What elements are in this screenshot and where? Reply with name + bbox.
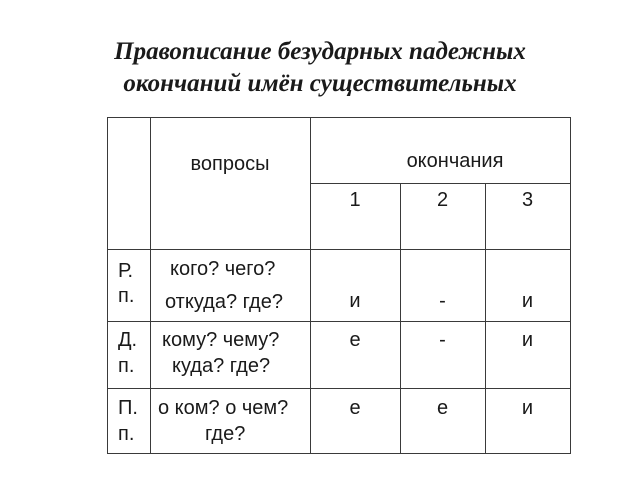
table-border-right [570,117,571,454]
row-3-ending-2: е [436,397,449,419]
row-1-ending-1: и [349,290,361,312]
row-3-ending-3: и [521,397,534,419]
row-3-case-line-2: п. [118,423,135,445]
row-3-ending-1: е [349,397,361,419]
header-endings: окончания [406,150,504,172]
header-declension-3: 3 [521,189,534,211]
table-border-bottom [107,453,571,454]
row-2-ending-2: - [439,329,446,351]
divider-row-2-3 [107,388,571,389]
page-title-line-1: Правописание безударных падежных [114,38,526,65]
row-2-case-line-2: п. [118,355,135,377]
row-2-questions-line-1: кому? чему? [162,329,280,351]
divider-endings-header [310,183,571,184]
row-3-questions-line-2: где? [205,423,246,445]
row-1-case-line-2: п. [118,285,135,307]
divider-row-1-2 [107,321,571,322]
header-questions: вопросы [190,153,270,175]
table-border-top [107,117,571,118]
row-1-questions-line-1: кого? чего? [170,258,276,280]
divider-header-body [107,249,571,250]
row-1-ending-3: и [521,290,534,312]
row-1-questions-line-2: откуда? где? [165,291,283,313]
row-3-case-line-1: П. [118,397,138,419]
row-1-ending-2: - [439,290,446,312]
header-declension-2: 2 [436,189,449,211]
page-title-line-2: окончаний имён существительных [123,70,517,97]
row-1-case-line-1: Р. [118,260,134,282]
row-2-ending-1: е [349,329,361,351]
row-2-ending-3: и [521,329,534,351]
row-3-questions-line-1: о ком? о чем? [158,397,289,419]
table-border-left [107,117,108,454]
row-2-questions-line-2: куда? где? [172,355,271,377]
header-declension-1: 1 [349,189,361,211]
row-2-case-line-1: Д. [118,329,138,351]
